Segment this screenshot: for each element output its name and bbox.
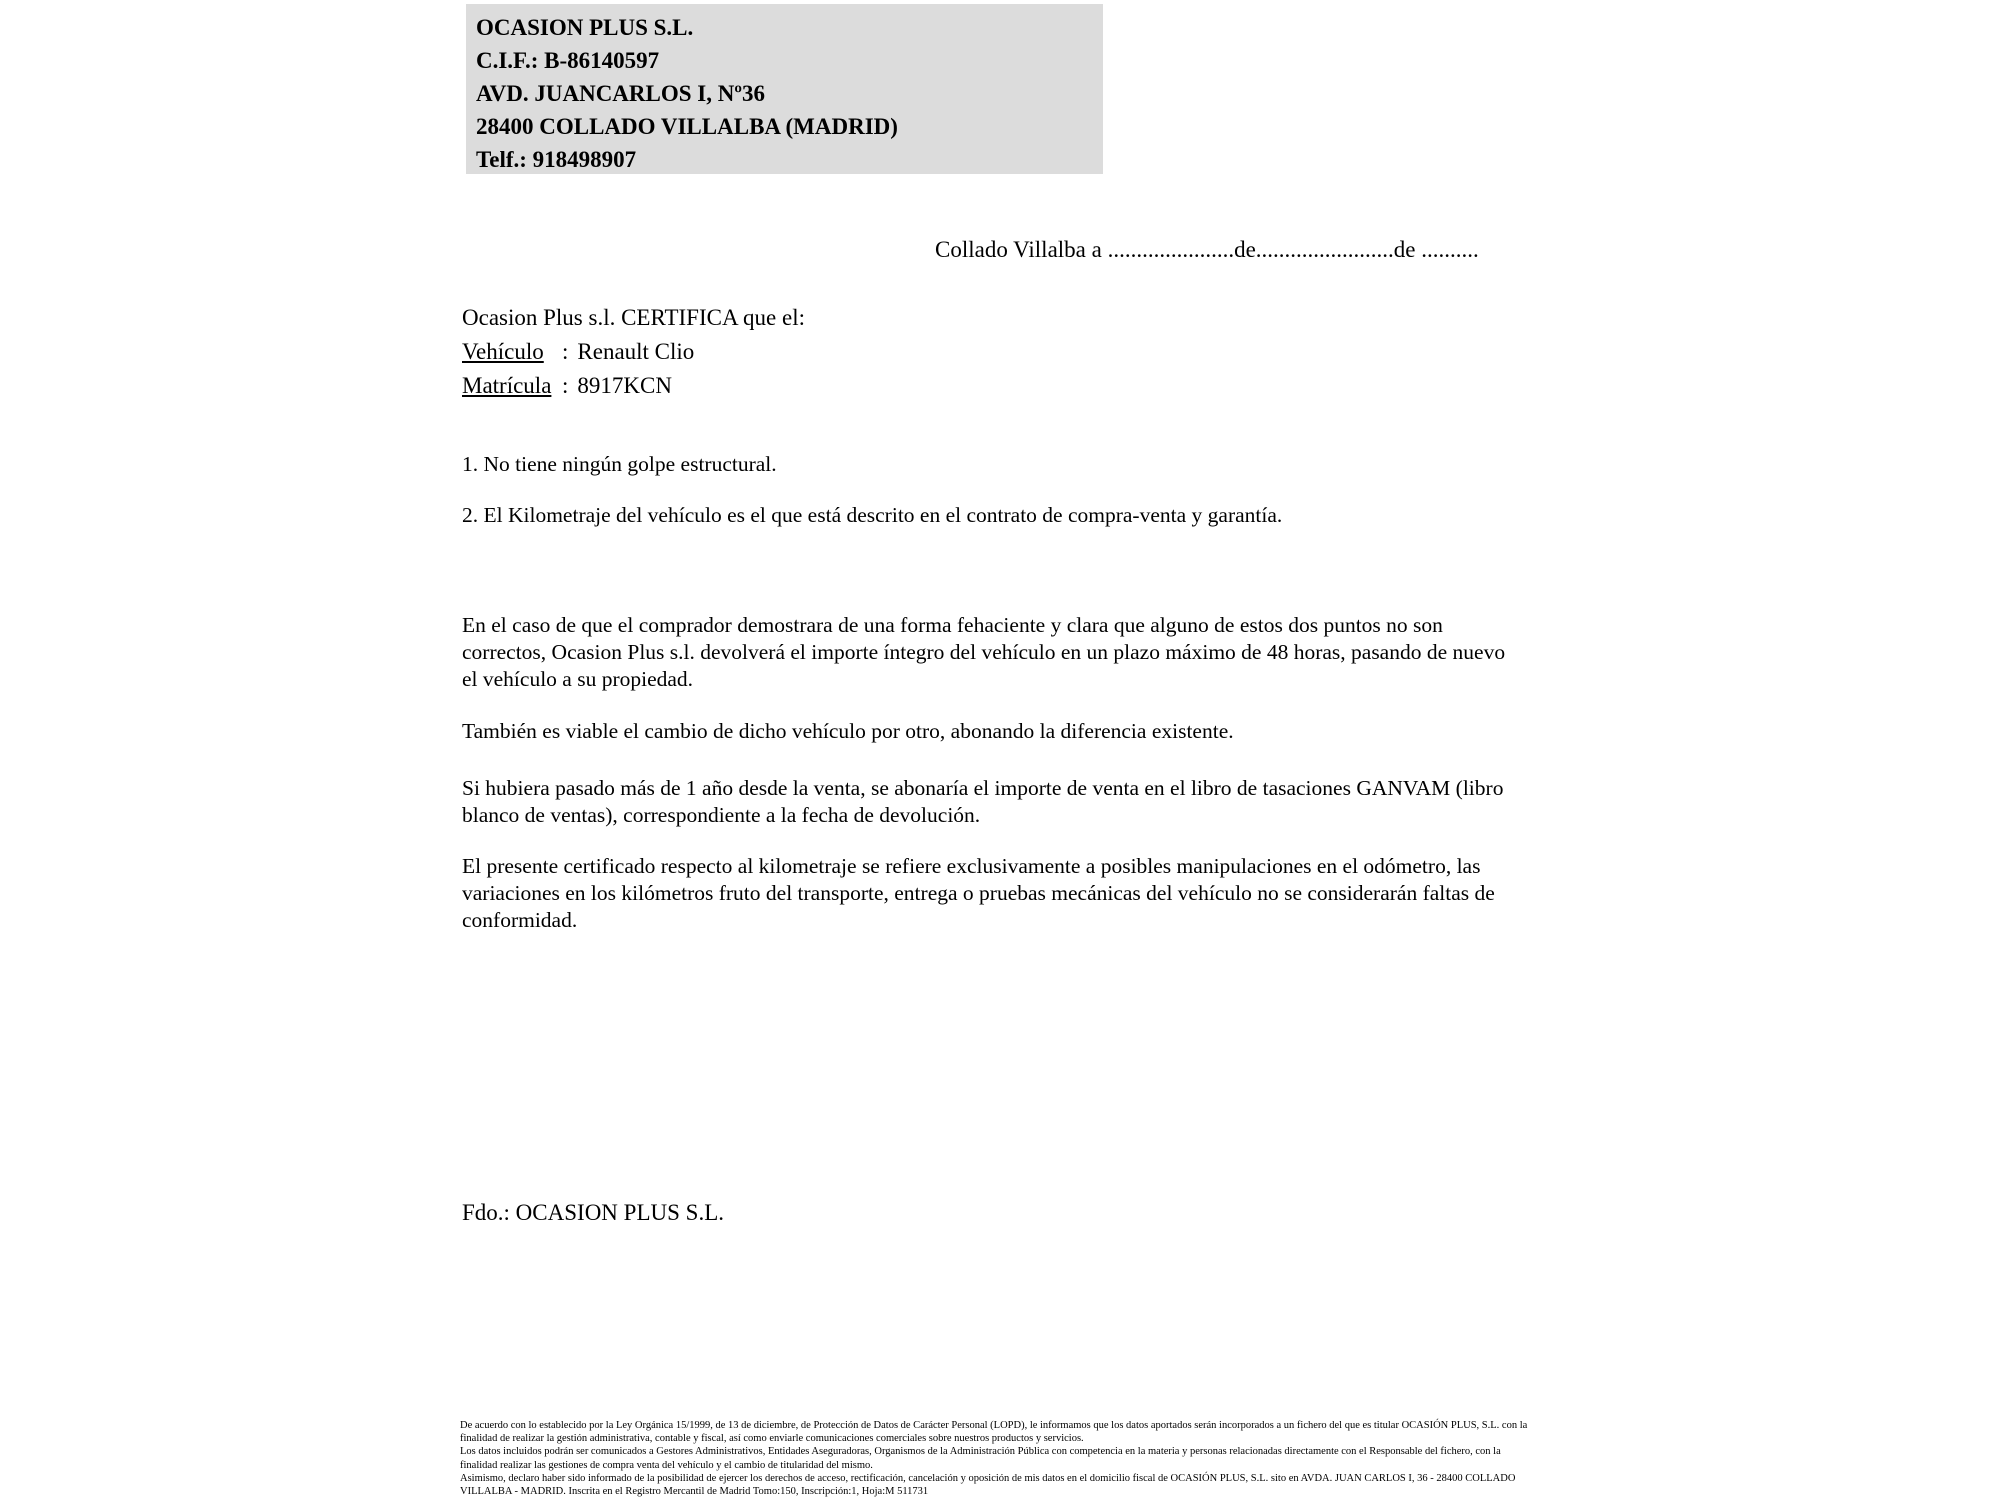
certification-block [462, 301, 805, 403]
company-name: OCASION PLUS S.L. [476, 15, 694, 40]
refund-paragraph: En el caso de que el comprador demostrara de una forma fehaciente y clara que alguno de estos dos puntos no son correctos, Ocasion Plus s.l. devolverá el importe íntegro del vehículo en un plazo máximo de 48 horas, pasando de nuevo el vehículo a su propiedad. [462, 613, 1506, 691]
legal-paragraph-rights: Asimismo, declaro haber sido informado de la posibilidad de ejercer los derechos de acceso, rectificación, cancelación y oposición de mis datos en el domicilio fiscal de OCASIÓN PLUS, S.L. sito en AVDA. JUAN CARLOS I, 36 - 28400 COLLADO VILLALBA - MADRID. Inscrita en el Registro Mercantil de Madrid Tomo:150, Inscripción:1, Hoja:M 511731 [460, 1472, 1516, 1498]
company-city: 28400 COLLADO VILLALBA (MADRID) [476, 114, 898, 139]
plate-value: 8917KCN [577, 373, 672, 398]
legal-paragraph-data-sharing: Los datos incluidos podrán ser comunicados a Gestores Administrativos, Entidades Aseguradoras, Organismos de la Administración Pública con competencia en la materia y personas relacionadas directamente con el Responsable del fichero, con la finalidad realizar las gestiones de compra venta del vehículo y el cambio de titularidad del mismo. [460, 1446, 1501, 1471]
exchange-paragraph: También es viable el cambio de dicho vehículo por otro, abonando la diferencia existente. [462, 719, 1234, 743]
vehicle-label: Vehículo [462, 339, 544, 364]
certified-point-1: 1. No tiene ningún golpe estructural. [462, 452, 777, 476]
company-cif: C.I.F.: B-86140597 [476, 48, 660, 73]
company-header-box [466, 4, 1103, 174]
odometer-disclaimer-paragraph: El presente certificado respecto al kilometraje se refiere exclusivamente a posibles manipulaciones en el odómetro, las variaciones en los kilómetros fruto del transporte, entrega o pruebas mecánicas del vehículo no se considerarán faltas de conformidad. [462, 854, 1495, 932]
vehicle-separator: : [562, 339, 569, 364]
date-fill-in-line: Collado Villalba a ......................de........................de .......... [935, 237, 1479, 262]
plate-separator: : [562, 373, 569, 398]
legal-fine-print [460, 1419, 1528, 1498]
vehicle-row [462, 335, 805, 369]
plate-row [462, 369, 805, 403]
legal-paragraph-lopd: De acuerdo con lo establecido por la Ley Orgánica 15/1999, de 13 de diciembre, de Protección de Datos de Carácter Personal (LOPD), le informamos que los datos aportados serán incorporados a un fichero del que es titular OCASIÓN PLUS, S.L. con la finalidad de realizar la gestión administrativa, contable y fiscal, así como enviarle comunicaciones comerciales sobre nuestros productos y servicios. [460, 1420, 1528, 1445]
vehicle-value: Renault Clio [577, 339, 695, 364]
ganvam-paragraph: Si hubiera pasado más de 1 año desde la venta, se abonaría el importe de venta en el libro de tasaciones GANVAM (libro blanco de ventas), correspondiente a la fecha de devolución. [462, 776, 1504, 827]
plate-label: Matrícula [462, 373, 552, 398]
company-phone: Telf.: 918498907 [476, 147, 637, 172]
signature-line: Fdo.: OCASION PLUS S.L. [462, 1200, 724, 1225]
certify-intro: Ocasion Plus s.l. CERTIFICA que el: [462, 305, 805, 330]
certified-point-2: 2. El Kilometraje del vehículo es el que está descrito en el contrato de compra-venta y garantía. [462, 503, 1283, 527]
company-address: AVD. JUANCARLOS I, Nº36 [476, 81, 765, 106]
